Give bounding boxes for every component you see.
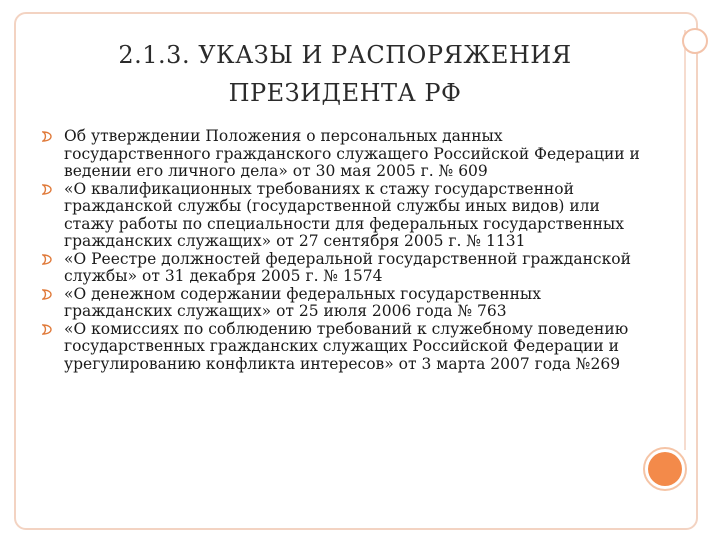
list-item — [40, 128, 640, 181]
decorative-dot-icon — [643, 447, 687, 491]
bullet-marker-icon — [42, 254, 52, 265]
bullet-marker-icon — [42, 131, 52, 142]
list-item — [40, 286, 640, 321]
bullet-marker-icon — [42, 289, 52, 300]
list-item-text: «О Реестре должностей федеральной государственной гражданской службы» от 31 декабря 2005 г. № 1574 — [64, 249, 631, 285]
list-item-text: «О комиссиях по соблюдению требований к служебному поведению государственных гражданских служащих Российской Федерации и урегулированию конфликта интересов» от 3 марта 2007 года №269 — [64, 319, 629, 373]
decree-list — [40, 128, 640, 373]
page-title-line-2: ПРЕЗИДЕНТА РФ — [228, 79, 462, 107]
list-item-text: «О квалификационных требованиях к стажу государственной гражданской службы (государственной службы иных видов) или стажу работы по специальности для федеральных государственных гражданских служащих» от 27 сентября 2005 г. № 1131 — [64, 179, 624, 250]
page-title — [40, 36, 650, 112]
list-item-text: «О денежном содержании федеральных государственных гражданских служащих» от 25 июля 2006 года № 763 — [64, 284, 541, 320]
decorative-dot-fill — [648, 452, 682, 486]
list-item-text: Об утверждении Положения о персональных данных государственного гражданского служащего Российской Федерации и ведении его личного дела» от 30 мая 2005 г. № 609 — [64, 127, 640, 180]
bullet-marker-icon — [42, 324, 52, 335]
frame-side-line — [684, 30, 686, 450]
list-item — [40, 251, 640, 286]
page-title-line-1: 2.1.3. УКАЗЫ И РАСПОРЯЖЕНИЯ — [118, 41, 572, 69]
bullet-marker-icon — [42, 184, 52, 195]
list-item — [40, 321, 640, 374]
decorative-ring-icon — [682, 28, 708, 54]
list-item — [40, 181, 640, 251]
